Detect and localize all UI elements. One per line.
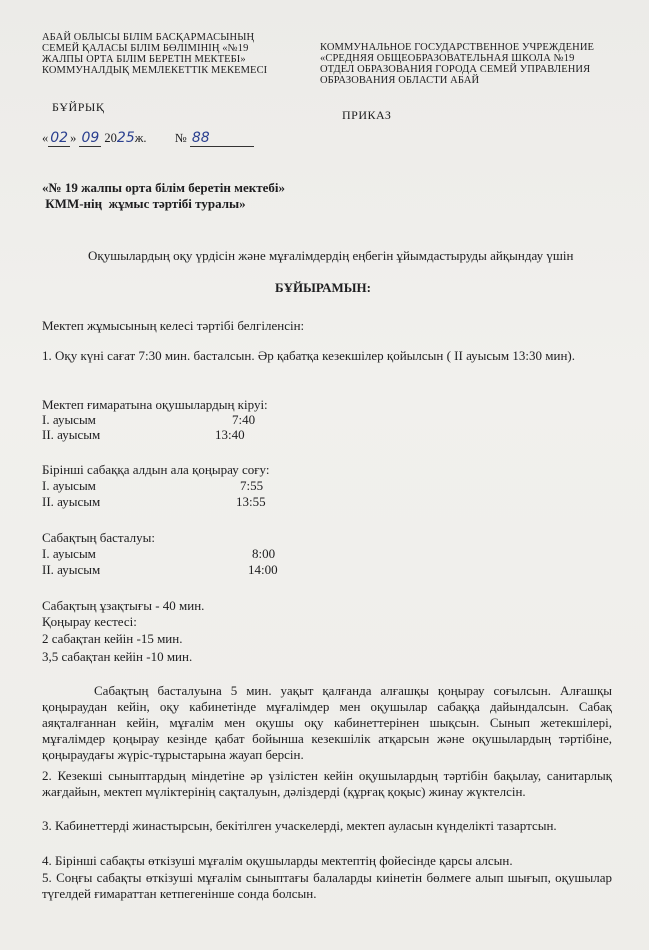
header-left-line: АБАЙ ОБЛЫСЫ БІЛІМ БАСҚАРМАСЫНЫҢ [42, 32, 255, 43]
start-row-2-time: 14:00 [248, 562, 278, 577]
header-right-line: «СРЕДНЯЯ ОБЩЕОБРАЗОВАТЕЛЬНАЯ ШКОЛА №19 [320, 53, 575, 64]
order-label-ru: ПРИКАЗ [342, 108, 392, 122]
bell-row-1-time: 7:55 [240, 478, 264, 493]
schedule-intro: Мектеп жұмысының келесі тәртібі белгіленсін: [42, 318, 305, 333]
item-4: 4. Бірінші сабақты өткізуші мұғалім оқушыларды мектептің фойесінде қарсы алсын. [42, 853, 513, 868]
entry-title: Мектеп ғимаратына оқушылардың кіруі: [42, 397, 268, 412]
header-right-line: ОБРАЗОВАНИЯ ОБЛАСТИ АБАЙ [320, 75, 480, 86]
intro-paragraph: Оқушылардың оқу үрдісін және мұғалімдердің еңбегін ұйымдастыруды айқындау үшін [88, 248, 574, 263]
lesson-duration: Сабақтың ұзақтығы - 40 мин. [42, 598, 205, 613]
bell-title: Бірінші сабаққа алдын ала қоңырау соғу: [42, 462, 270, 477]
order-label-kz: БҰЙРЫҚ [52, 100, 105, 114]
header-left-line: КОММУНАЛДЫҚ МЕМЛЕКЕТТІК МЕКЕМЕСІ [42, 65, 268, 76]
break-item: 3,5 сабақтан кейін -10 мин. [42, 649, 193, 664]
order-month: 09 [81, 130, 100, 146]
order-day: 02 [50, 130, 69, 146]
title-line: «№ 19 жалпы орта білім беретін мектебі» [42, 180, 285, 195]
bell-paragraph: Сабақтың басталуына 5 мин. уақыт қалғанда алғашқы қоңырау соғылсын. Алғашқы қоңыраудан кейін, оқу кабинетінде мұғалімдер мен оқушылар сабаққа дайындалсын. Сабақ аяқталғаннан кейін, мұғалім мен оқушы оқу кабинеттерінен шықсын. Сынып жетекшілері, мұғалімдер қоңырау кезінде қабат бойынша кезекшілік атқарсын және оқушылардың тәртібіне, қоңыраудағы жүріс-тұрыстарына жауап берсін. [42, 683, 612, 762]
bell-row-2-label: II. ауысым [42, 494, 101, 509]
header-right-line: КОММУНАЛЬНОЕ ГОСУДАРСТВЕННОЕ УЧРЕЖДЕНИЕ [320, 42, 595, 53]
order-year-suffix: 25 [116, 130, 135, 146]
header-right [320, 42, 594, 86]
order-date-line [42, 130, 254, 147]
start-title: Сабақтың басталуы: [42, 530, 155, 545]
start-row-2-label: II. ауысым [42, 562, 101, 577]
breaks-title: Қоңырау кестесі: [42, 614, 137, 629]
entry-row-1-time: 7:40 [232, 412, 256, 427]
item-3: 3. Кабинеттерді жинастырсын, бекітілген учаскелерді, мектеп ауласын күнделікті тазартсын. [42, 818, 557, 833]
entry-row-1-label: I. ауысым [42, 412, 96, 427]
item-2: 2. Кезекші сыныптардың міндетіне әр үзілістен кейін оқушылардың тәртібін бақылау, санитарлық жағдайын, мектеп мүліктерінің сақталуын, дәліздерді (құрғақ қоқыс) жинау жүктелсін. [42, 768, 612, 799]
start-row-1-label: I. ауысым [42, 546, 96, 561]
date-quote-open: « [42, 131, 49, 145]
date-quote-close: » [70, 131, 77, 145]
header-left-line: СЕМЕЙ ҚАЛАСЫ БІЛІМ БӨЛІМІНІҢ «№19 [42, 43, 249, 54]
header-left [42, 32, 267, 76]
entry-row-2-label: II. ауысым [42, 427, 101, 442]
item-5: 5. Соңғы сабақты өткізуші мұғалім сыныптағы балаларды киінетін бөлмеге алып шығып, оқушылар түгелдей ғимараттан кетпегенінше сонда болсын. [42, 870, 612, 901]
title-line: КММ-нің жұмыс тәртібі туралы» [42, 196, 246, 211]
entry-row-2-time: 13:40 [215, 427, 245, 442]
header-left-line: ЖАЛПЫ ОРТА БІЛІМ БЕРЕТІН МЕКТЕБІ» [42, 54, 246, 65]
header-right-line: ОТДЕЛ ОБРАЗОВАНИЯ ГОРОДА СЕМЕЙ УПРАВЛЕНИЯ [320, 64, 591, 75]
order-number: 88 [190, 130, 254, 147]
start-row-1-time: 8:00 [252, 546, 276, 561]
bell-row-2-time: 13:55 [236, 494, 266, 509]
section-heading: БҰЙЫРАМЫН: [275, 280, 372, 295]
order-year-label: ж. [134, 131, 147, 145]
break-item: 2 сабақтан кейін -15 мин. [42, 631, 183, 646]
bell-row-1-label: I. ауысым [42, 478, 96, 493]
order-number-label: № [174, 131, 187, 145]
item-1: 1. Оқу күні сағат 7:30 мин. басталсын. Әр қабатқа кезекшілер қойылсын ( II ауысым 13:30 мин). [42, 348, 575, 363]
document-title [42, 180, 285, 212]
order-year-prefix: 20 [104, 131, 117, 145]
